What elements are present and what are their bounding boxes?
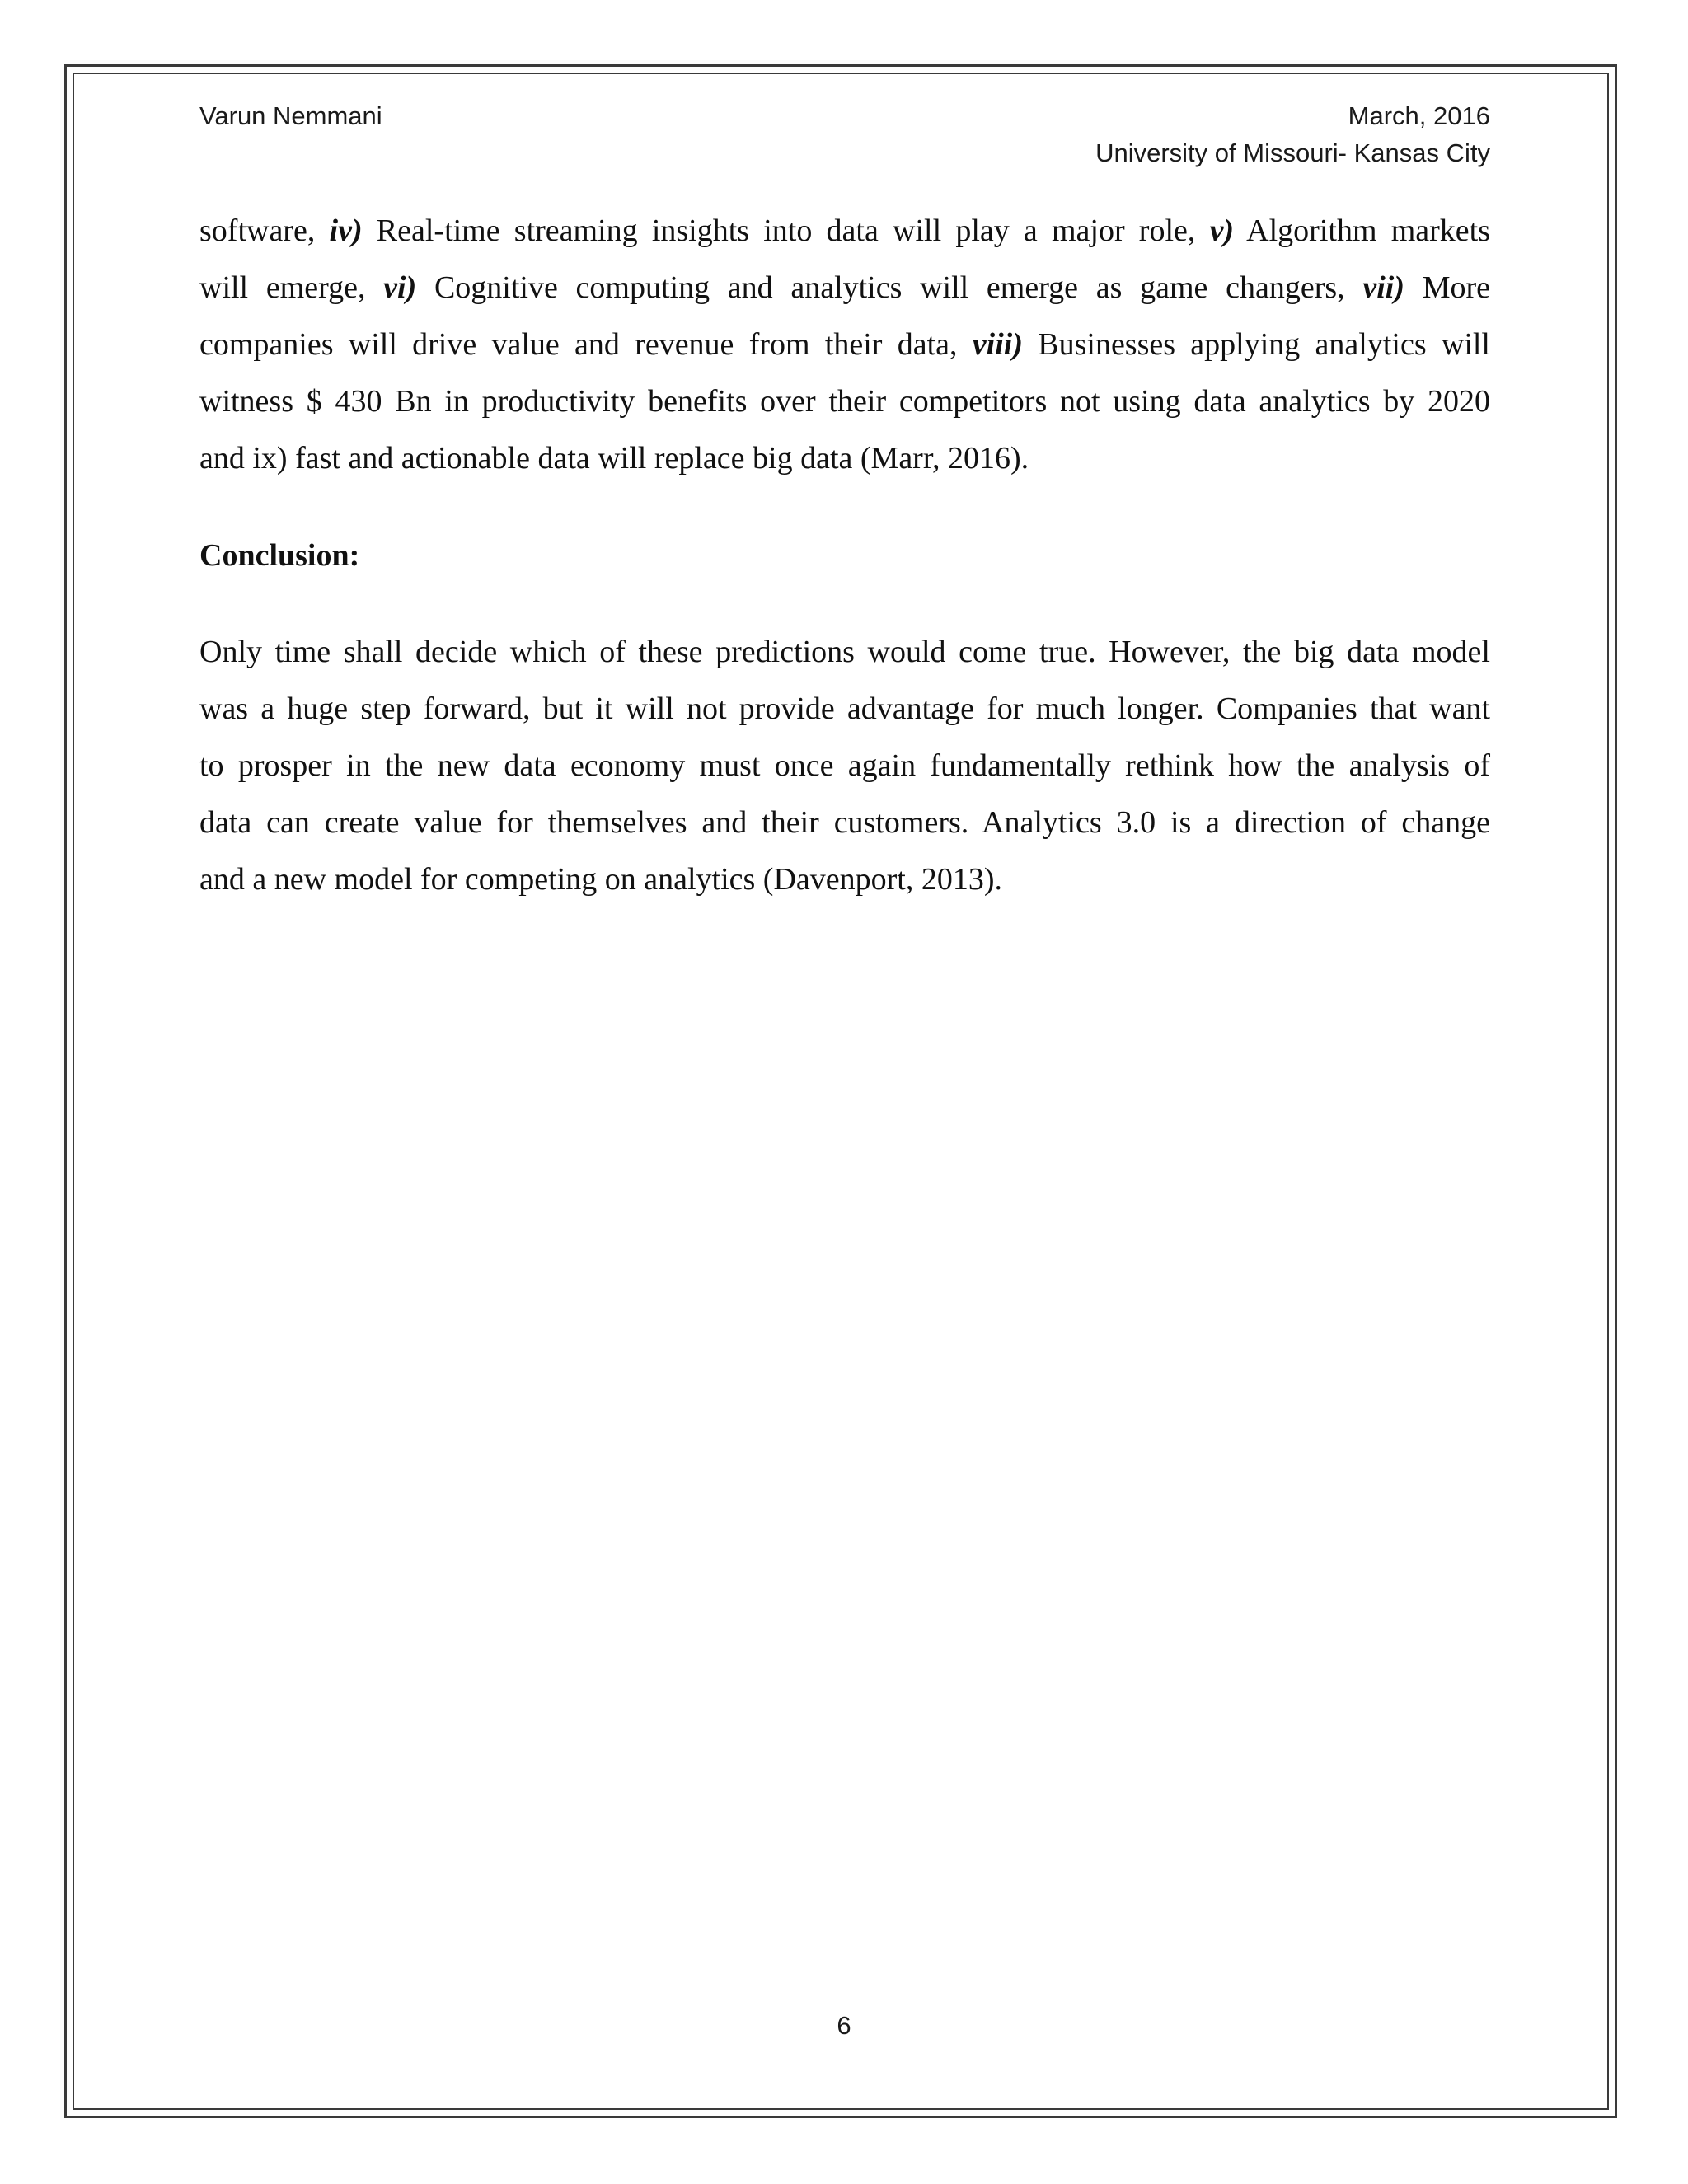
- header-date: March, 2016: [1348, 101, 1490, 130]
- list-marker: iv): [329, 213, 363, 248]
- paragraph-line: [199, 316, 1490, 373]
- paragraph-line: Only time shall decide which of these predictions would come true. However, the big data model: [199, 635, 1490, 669]
- text-run: companies will drive value and revenue from their data,: [199, 327, 973, 362]
- text-run: Cognitive computing and analytics will emerge as game changers,: [416, 270, 1363, 305]
- paragraph-line: and ix) fast and actionable data will replace big data (Marr, 2016).: [199, 441, 1029, 476]
- paragraph-line: to prosper in the new data economy must once again fundamentally rethink how the analysis of: [199, 748, 1490, 783]
- text-run: Businesses applying analytics will: [1022, 327, 1490, 362]
- list-marker: viii): [972, 327, 1023, 362]
- list-marker: v): [1209, 213, 1235, 248]
- text-run: software,: [199, 213, 330, 248]
- list-marker: vi): [383, 270, 417, 305]
- header-right: [1095, 97, 1490, 171]
- header-institution: University of Missouri- Kansas City: [1095, 138, 1490, 167]
- header-author: Varun Nemmani: [199, 101, 382, 130]
- conclusion-heading: Conclusion:: [199, 538, 360, 573]
- paragraph-predictions: [199, 203, 1490, 487]
- paragraph-line: was a huge step forward, but it will not provide advantage for much longer. Companies that want: [199, 691, 1490, 726]
- paragraph-conclusion: [199, 624, 1490, 908]
- paragraph-line: [199, 203, 1490, 260]
- paragraph-line: witness $ 430 Bn in productivity benefits over their competitors not using data analytics by 2020: [199, 384, 1490, 419]
- text-run: will emerge,: [199, 270, 384, 305]
- text-run: More: [1404, 270, 1490, 305]
- text-run: Algorithm markets: [1234, 213, 1490, 248]
- paragraph-line: [199, 260, 1490, 316]
- list-marker: vii): [1362, 270, 1404, 305]
- paragraph-line: data can create value for themselves and their customers. Analytics 3.0 is a direction of change: [199, 805, 1490, 840]
- paragraph-line: and a new model for competing on analytics (Davenport, 2013).: [199, 862, 1002, 897]
- page-number: 6: [837, 2011, 851, 2040]
- text-run: Real-time streaming insights into data will play a major role,: [362, 213, 1210, 248]
